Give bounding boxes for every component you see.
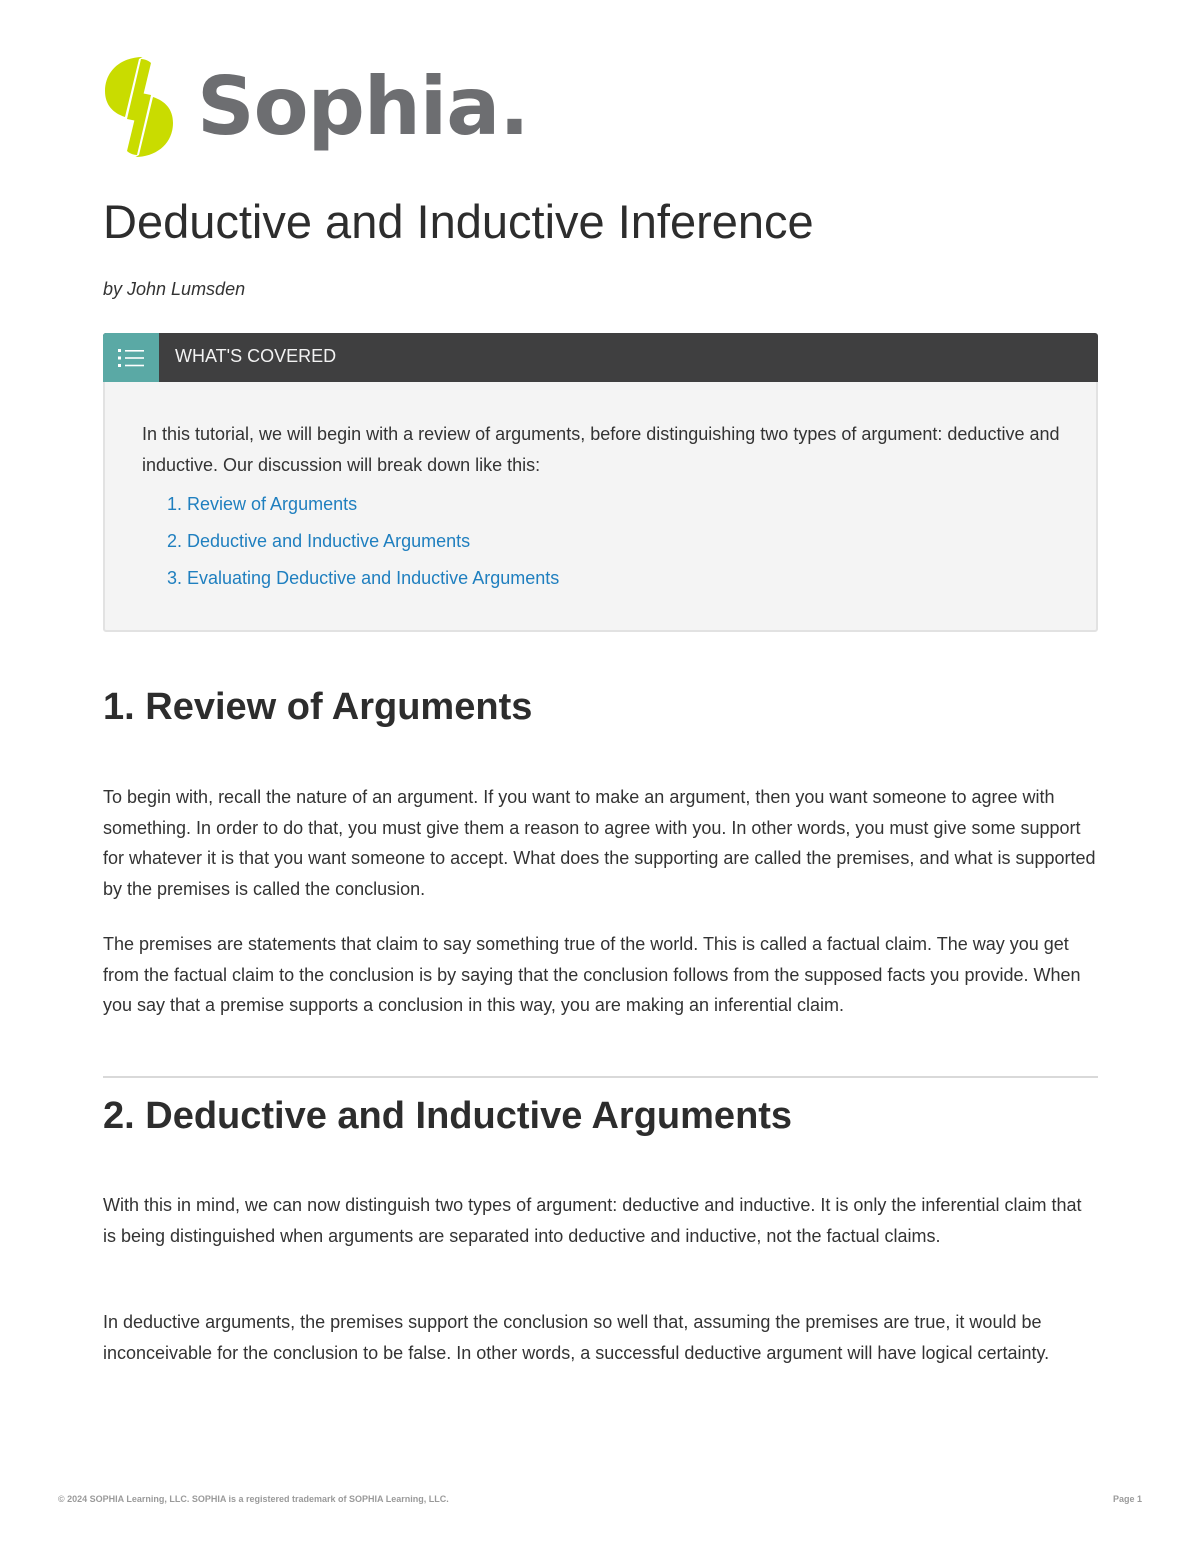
section-heading-1: 1. Review of Arguments	[103, 686, 533, 728]
author-byline: by John Lumsden	[103, 279, 246, 299]
page-title: Deductive and Inductive Inference	[103, 195, 814, 248]
section-2-paragraph-2: In deductive arguments, the premises support the conclusion so well that, assuming the premises are true, it would be inconceivable for the conclusion to be false. In other words, a successful deductive argument will have logical certainty.	[103, 1312, 1050, 1363]
section-1-paragraph-2: The premises are statements that claim to say something true of the world. This is called a factual claim. The way you get from the factual claim to the conclusion is by saying that the conclusion follows from the supposed facts you provide. When you say that a premise supports a conclusion in this way, you are making an inferential claim.	[103, 934, 1081, 1015]
whats-covered-header	[103, 333, 1098, 382]
section-2-paragraph-1: With this in mind, we can now distinguish two types of argument: deductive and inductive. It is only the inferential claim that is being distinguished when arguments are separated into deductive and inductive, not the factual claims.	[103, 1195, 1082, 1246]
list-icon	[103, 333, 159, 382]
covered-link-review-of-arguments[interactable]: 1. Review of Arguments	[167, 494, 358, 514]
sophia-logo-mark-icon	[103, 55, 175, 159]
section-divider	[103, 1076, 1098, 1078]
whats-covered-list	[167, 492, 559, 603]
whats-covered-box	[103, 333, 1098, 632]
section-1-paragraph-1: To begin with, recall the nature of an argument. If you want to make an argument, then you want someone to agree with something. In order to do that, you must give them a reason to agree with you. In other words, you must give some support for whatever it is that you want someone to accept. What does the supporting are called the premises, and what is supported by the premises is called the conclusion.	[103, 787, 1096, 899]
whats-covered-label: WHAT'S COVERED	[175, 346, 337, 366]
sophia-logo	[103, 52, 529, 162]
footer-page-number: Page 1	[1112, 1494, 1142, 1504]
section-heading-2: 2. Deductive and Inductive Arguments	[103, 1095, 793, 1137]
whats-covered-intro: In this tutorial, we will begin with a review of arguments, before distinguishing two types of argument: deductive and inductive. Our discussion will break down like this:	[142, 424, 1060, 475]
covered-link-evaluating[interactable]: 3. Evaluating Deductive and Inductive Arguments	[167, 568, 560, 588]
covered-link-deductive-inductive[interactable]: 2. Deductive and Inductive Arguments	[167, 531, 471, 551]
sophia-wordmark: Sophia.	[197, 60, 529, 153]
footer-copyright: © 2024 SOPHIA Learning, LLC. SOPHIA is a registered trademark of SOPHIA Learning, LLC.	[58, 1494, 449, 1504]
